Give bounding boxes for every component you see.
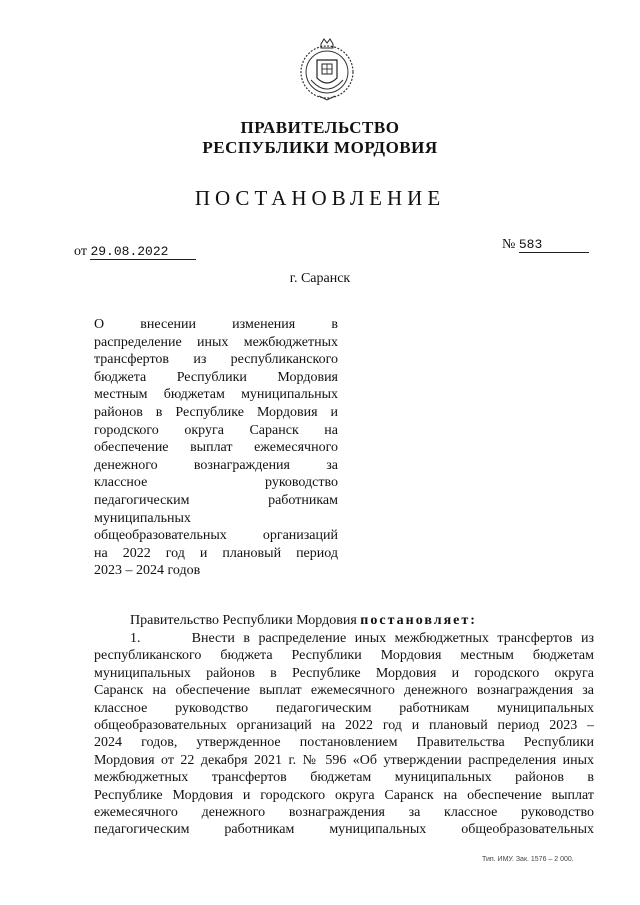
- city: г. Саранск: [289, 271, 351, 286]
- document-date: [74, 244, 196, 260]
- paragraph-line: межбюджетных трансфертов бюджетам муниципальных районов в: [94, 770, 594, 786]
- paragraph-line: 2024 годов, утвержденное постановлением Правительства Республики: [94, 735, 594, 751]
- subject-line: районов в Республике Мордовия и: [94, 404, 338, 420]
- paragraph-line: Саранск на обеспечение выплат ежемесячного денежного вознаграждения за: [94, 683, 594, 699]
- document-subject: [94, 316, 338, 580]
- paragraph-line: педагогическим работникам муниципальных общеобразовательных: [94, 822, 594, 838]
- number-prefix: №: [502, 237, 516, 252]
- decree-intro: [94, 612, 594, 629]
- decree-word: постановляет:: [360, 613, 477, 628]
- subject-line: на 2022 год и плановый период: [94, 545, 338, 561]
- document-number: [502, 237, 589, 253]
- paragraph-line: муниципальных районов в Республике Мордовия и городского округа: [94, 665, 594, 681]
- paragraph-line: общеобразовательных организаций на 2022 год и плановый период 2023 –: [94, 718, 594, 734]
- paragraph-line: Республике Мордовия и городского округа Саранск на обеспечение выплат: [94, 787, 594, 803]
- date-prefix: от: [74, 244, 87, 259]
- subject-line: обеспечение выплат ежемесячного: [94, 440, 338, 456]
- paragraph-line: классное руководство педагогическим работникам муниципальных: [94, 700, 594, 716]
- subject-line: городского округа Саранск на: [94, 422, 338, 438]
- paragraph-line: 1. Внести в распределение иных межбюджетных трансфертов из: [130, 631, 594, 646]
- document-type: ПОСТАНОВЛЕНИЕ: [194, 186, 446, 210]
- government-title-line1: ПРАВИТЕЛЬСТВО: [240, 118, 400, 137]
- subject-line: муниципальных: [94, 510, 191, 526]
- mordovia-coat-of-arms-icon: [297, 36, 357, 106]
- subject-line: педагогическим работникам: [94, 492, 338, 508]
- print-note: Тип. ИМУ. Зак. 1576 – 2 000.: [482, 856, 574, 863]
- paragraph-line: республиканского бюджета Республики Мордовия местным бюджетам: [94, 648, 594, 664]
- government-title-line2: РЕСПУБЛИКИ МОРДОВИЯ: [202, 138, 438, 157]
- decree-item-1: [94, 630, 594, 839]
- intro-text: Правительство Республики Мордовия: [130, 613, 357, 628]
- paragraph-line: Мордовия от 22 декабря 2021 г. № 596 «Об утверждении распределения иных: [94, 752, 594, 768]
- paragraph-line: ежемесячного денежного вознаграждения за классное руководство: [94, 805, 594, 821]
- subject-line: распределение иных межбюджетных: [94, 334, 338, 350]
- subject-line: О внесении изменения в: [94, 317, 338, 332]
- subject-line: общеобразовательных организаций: [94, 528, 338, 544]
- subject-line: местным бюджетам муниципальных: [94, 387, 338, 403]
- subject-line: классное руководство: [94, 475, 338, 491]
- number-value: 583: [519, 237, 589, 253]
- subject-line: бюджета Республики Мордовия: [94, 369, 338, 385]
- subject-line: трансфертов из республиканского: [94, 352, 338, 368]
- subject-line: 2023 – 2024 годов: [94, 563, 201, 579]
- date-value: 29.08.2022: [90, 244, 196, 260]
- subject-line: денежного вознаграждения за: [94, 457, 338, 473]
